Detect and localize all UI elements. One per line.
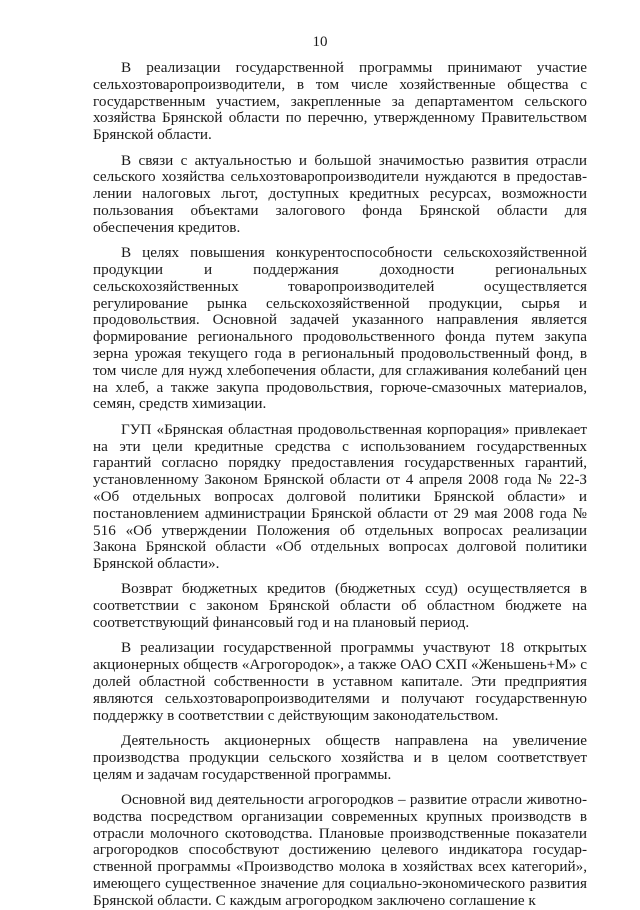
paragraph-tax-benefits: В связи с актуальностью и большой значимостью развития отрасли сельского хозяйства сельхозтоваропроизводители нуждаются в предоставлении налоговых льгот, доступных кредитных ресурсах, возможности пользования объектами залогового фонда Брянской области для обеспечения кредитов.: [93, 151, 587, 236]
paragraph-joint-stock-companies: В реализации государственной программы участвуют 18 открытых акционерных обществ «Агрогородок», а также ОАО СХП «Женьшень+М» с долей областной собственности в уставном капитале. Эти предприятия являются сельхозтоваропроизводителями и получают государственную поддержку в соответствии с действующим законодательством.: [93, 639, 587, 724]
paragraph-agrotowns: Основной вид деятельности агрогородков – развитие отрасли животноводства посредством организации современных крупных производств в отрасли молочного скотоводства. Плановые производственные показатели агрогородков способствуют достижению целевого индикатора государственной программы «Производство молока в хозяйствах всех категорий», имеющего существенное значение для социально-экономического развития Брянской области. С каждым агрогородком заключено соглашение к: [93, 791, 587, 909]
page-number: 10: [312, 34, 328, 50]
paragraph-company-activity: Деятельность акционерных обществ направлена на увеличение производства продукции сельского хозяйства и в целом соответствует целям и задачам государственной программы.: [93, 732, 587, 783]
paragraph-budget-loans: Возврат бюджетных кредитов (бюджетных ссуд) осуществляется в соответствии с законом Брянской области об областном бюджете на соответствующий финансовый год и на плановый период.: [93, 580, 587, 632]
paragraph-food-corporation: ГУП «Брянская областная продовольственная корпорация» привлекает на эти цели кредитные средства с использованием государственных гарантий согласно порядку предоставления государственных гарантий, установленному Законом Брянской области от 4 апреля 2008 года № 22-З «Об отдельных вопросах долговой политики Брянской области» и постановлением администрации Брянской области от 29 мая 2008 года № 516 «Об утверждении Положения об отдельных вопросах реализации Закона Брянской области «Об отдельных вопросах долговой политики Брянской области».: [93, 420, 587, 573]
paragraph-market-regulation: В целях повышения конкурентоспособности сельскохозяйственной продукции и поддержания доходности региональных сельскохозяйственных товаропроизводителей осуществляется регулирование рынка сельскохозяйственной продукции, сырья и продовольствия. Основной задачей указанного направления является формирование регионального продовольственного фонда путем закупа зерна урожая текущего года в региональный продовольственный фонд, в том числе для нужд хлебопечения области, для сглаживания колебаний цен на хлеб, а также закупа продовольствия, горюче-смазочных материалов, семян, средств химизации.: [93, 244, 587, 413]
document-body: [93, 60, 587, 910]
paragraph-participants: В реализации государственной программы принимают участие сельхозтоваропроизводители, в том числе хозяйственные общества с государственным участием, закрепленные за департаментом сельского хозяйства Брянской области по перечню, утвержденному Правительством Брянской области.: [93, 59, 587, 144]
